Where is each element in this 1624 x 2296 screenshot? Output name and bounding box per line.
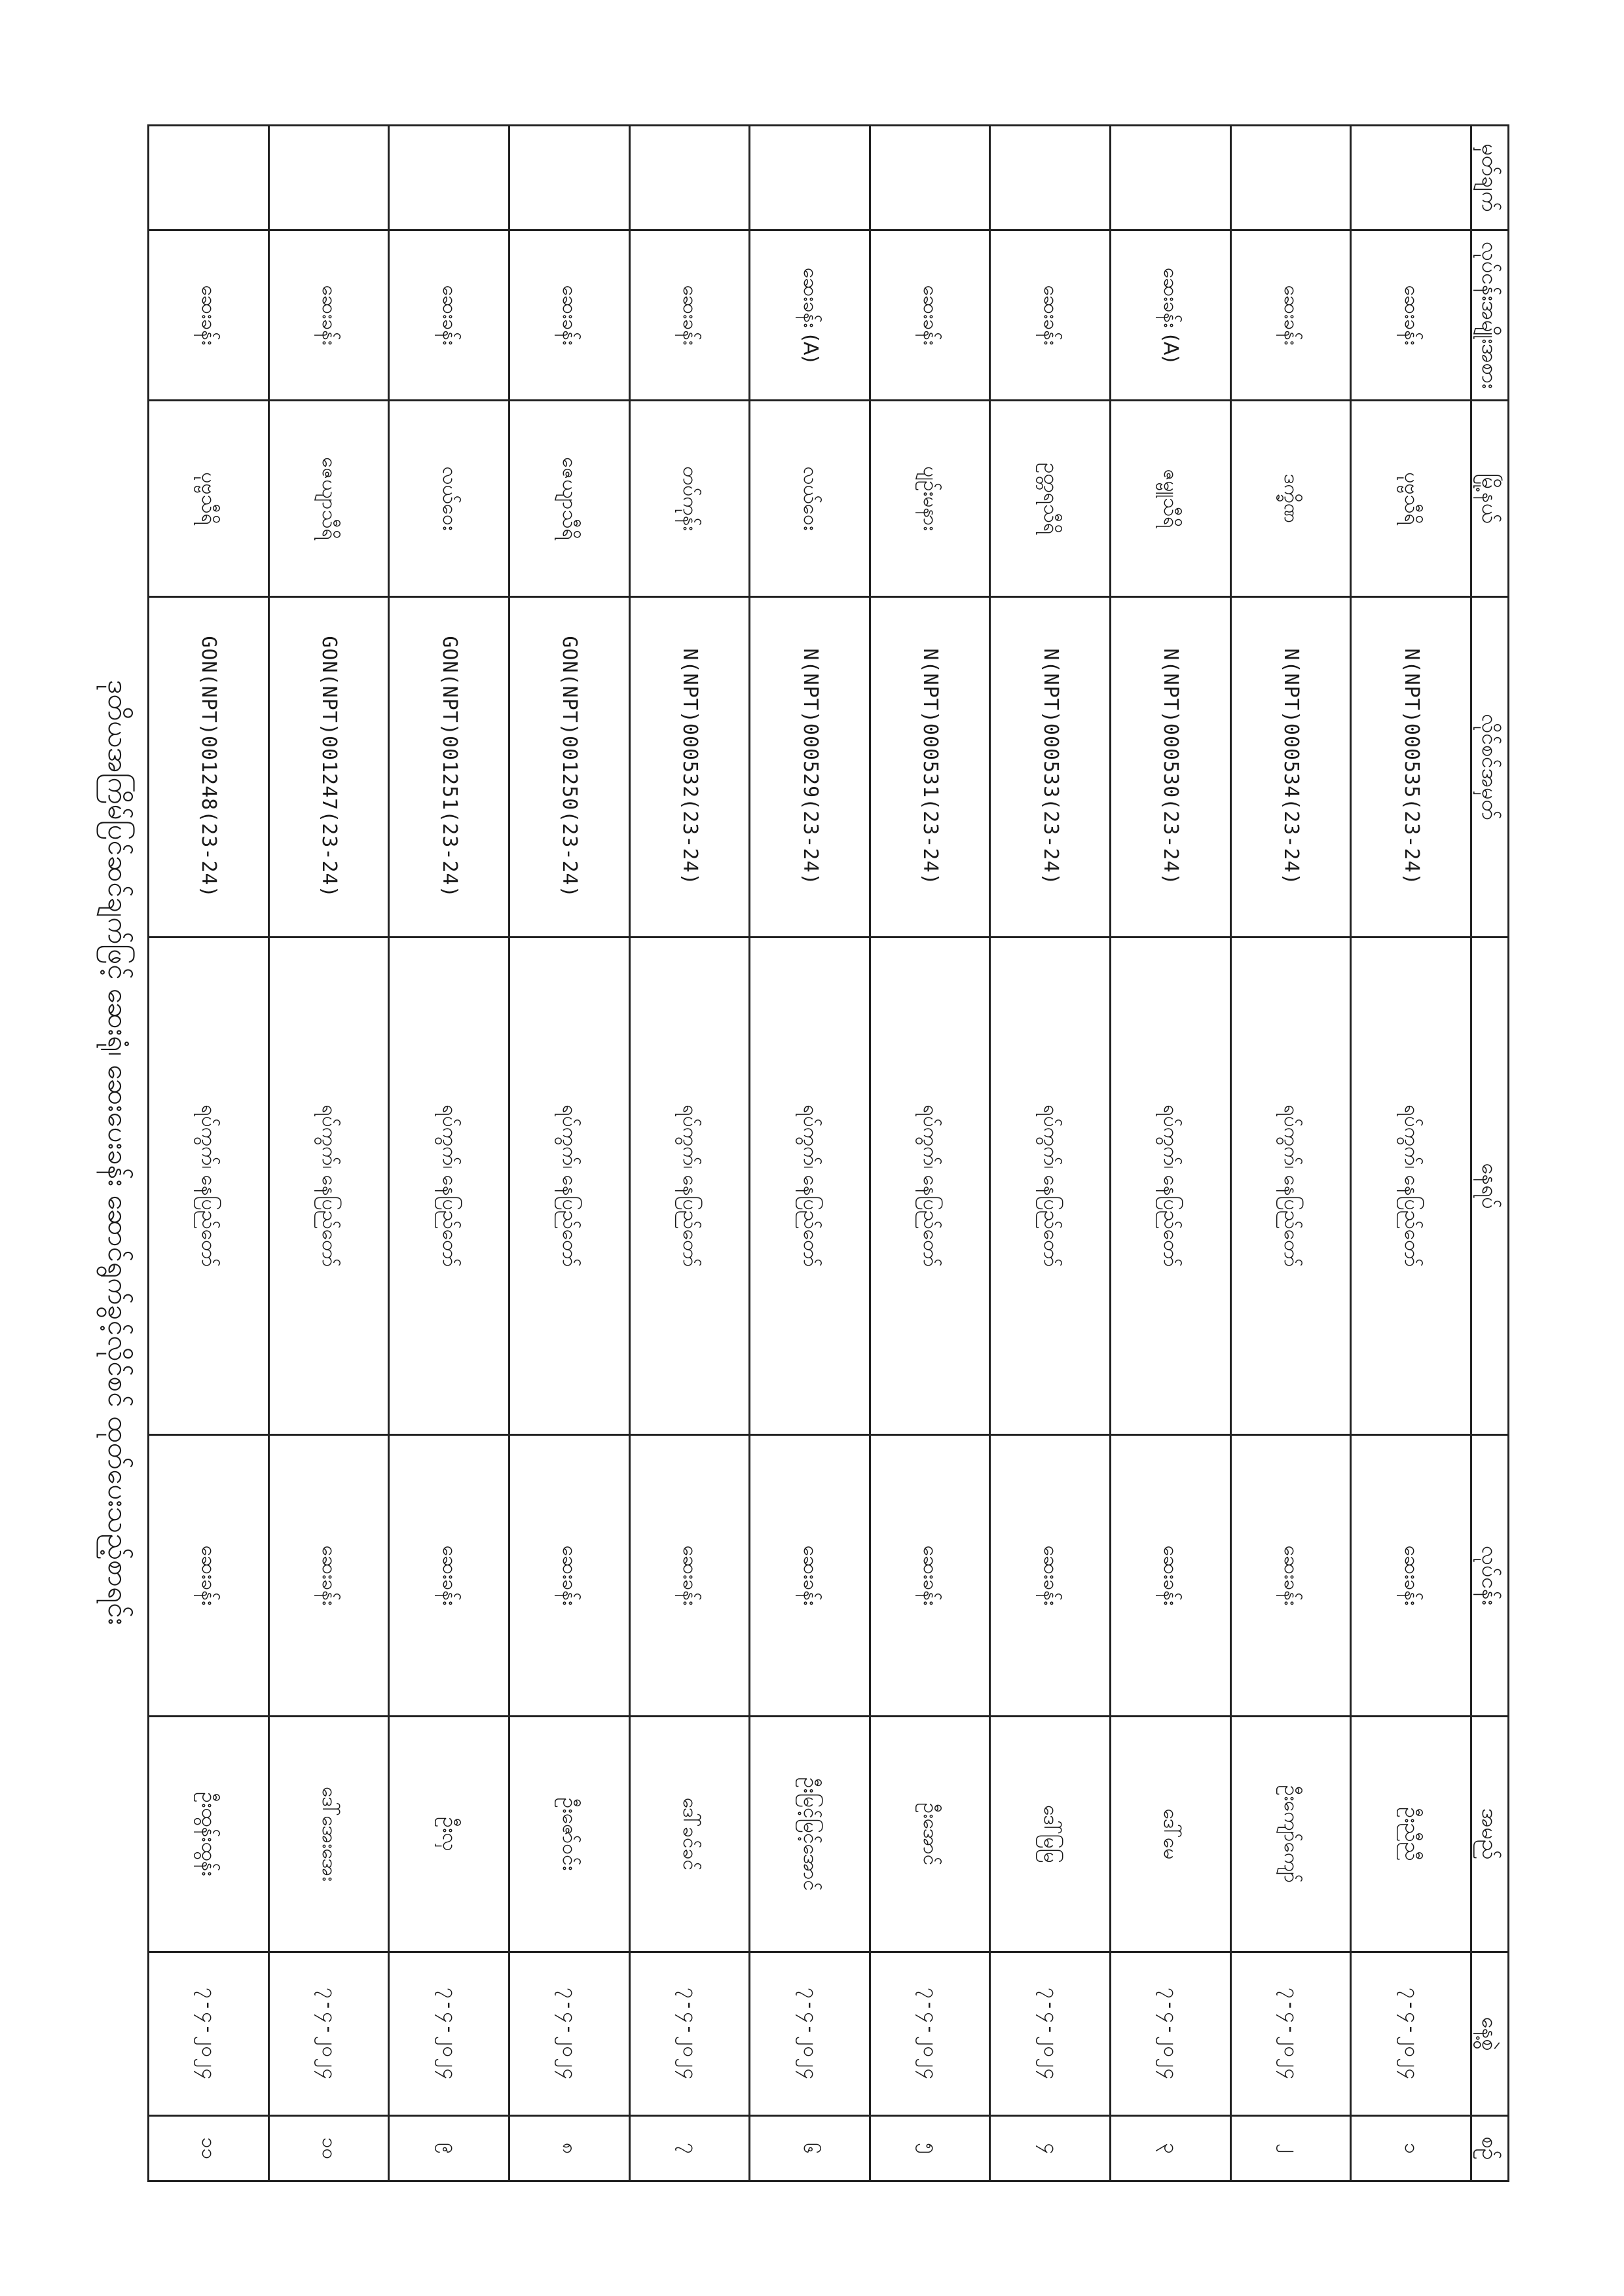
cell-type: ဆေးခန်း: [1230, 230, 1351, 401]
header-remark: မှတ်ချက်: [1471, 126, 1509, 230]
cell-no: ၈: [509, 2116, 630, 2181]
cell-business: ဆေးခန်း: [1111, 1435, 1231, 1717]
cell-address: ရပ်ကွက်၊ နေပြည်တော်: [1111, 938, 1231, 1435]
cell-township: လယ်ဝေး: [750, 401, 870, 597]
cell-license: N(NPT)000532(23-24): [629, 597, 750, 938]
header-business: လုပ်ငန်း: [1471, 1435, 1509, 1717]
cell-business: ဆေးခန်း: [389, 1435, 509, 1717]
table-row: [1111, 126, 1231, 2181]
cell-license: N(NPT)000534(23-24): [1230, 597, 1351, 938]
cell-business: ဆေးခန်း: [509, 1435, 630, 1717]
cell-township: ဇေယျာသီရိ: [268, 401, 389, 597]
cell-name: ဦးအောင်: [870, 1717, 990, 1952]
cell-address: ရပ်ကွက်၊ နေပြည်တော်: [750, 938, 870, 1435]
cell-remark: [1111, 126, 1231, 230]
cell-type: ဆေးခန်း: [870, 230, 990, 401]
cell-address: ရပ်ကွက်၊ နေပြည်တော်: [268, 938, 389, 1435]
cell-remark: [629, 126, 750, 230]
cell-date: ၇-၄-၂၀၂၄: [870, 1952, 990, 2116]
cell-address: ရပ်ကွက်၊ နေပြည်တော်: [149, 938, 269, 1435]
cell-address: ရပ်ကွက်၊ နေပြည်တော်: [389, 938, 509, 1435]
header-no: စဉ်: [1471, 2116, 1509, 2181]
cell-date: ၇-၄-၂၀၂၄: [268, 1952, 389, 2116]
header-license: လိုင်စင်အမှတ်: [1471, 597, 1509, 938]
cell-address: ရပ်ကွက်၊ နေပြည်တော်: [1351, 938, 1471, 1435]
cell-remark: [750, 126, 870, 230]
cell-type: ဆေးခန်း: [268, 230, 389, 401]
license-register-table: [147, 124, 1509, 2182]
cell-township: ပုဗ္ဗသီရိ: [149, 401, 269, 597]
cell-remark: [268, 126, 389, 230]
cell-name: ဦးကျော်ကျော်: [1230, 1717, 1351, 1952]
cell-business: ဆေးခန်း: [1351, 1435, 1471, 1717]
cell-township: ဇေယျာသီရိ: [509, 401, 630, 597]
cell-type: ဆေးခန်း: [509, 230, 630, 401]
cell-no: ၆: [750, 2116, 870, 2181]
cell-business: ဆေးခန်း: [870, 1435, 990, 1717]
cell-remark: [509, 126, 630, 230]
table-row: [750, 126, 870, 2181]
cell-no: ၇: [629, 2116, 750, 2181]
cell-name: ဒေါ်မြမြ: [990, 1717, 1111, 1952]
cell-no: ၅: [870, 2116, 990, 2181]
table-row: [389, 126, 509, 2181]
cell-address: ရပ်ကွက်၊ နေပြည်တော်: [509, 938, 630, 1435]
cell-remark: [870, 126, 990, 230]
cell-business: ဆေးခန်း: [750, 1435, 870, 1717]
cell-township: ဥတ္တရသီရိ: [990, 401, 1111, 597]
cell-date: ၇-၄-၂၀၂၄: [629, 1952, 750, 2116]
cell-date: ၇-၄-၂၀၂၄: [1230, 1952, 1351, 2116]
cell-date: ၇-၄-၂၀၂၄: [1351, 1952, 1471, 2116]
header-date: နေ့စွဲ: [1471, 1952, 1509, 2116]
cell-remark: [1351, 126, 1471, 230]
cell-no: ၁: [1351, 2116, 1471, 2181]
cell-remark: [1230, 126, 1351, 230]
cell-township: ဒက္ခိဏ: [1230, 401, 1351, 597]
cell-address: ရပ်ကွက်၊ နေပြည်တော်: [990, 938, 1111, 1435]
table-row: [1351, 126, 1471, 2181]
cell-address: ရပ်ကွက်၊ နေပြည်တော်: [870, 938, 990, 1435]
cell-name: ဒေါ်မေ: [1111, 1717, 1231, 1952]
cell-township: လယ်ဝေး: [389, 401, 509, 597]
cell-address: ရပ်ကွက်၊ နေပြည်တော်: [1230, 938, 1351, 1435]
cell-no: ၄: [990, 2116, 1111, 2181]
cell-township: တပ်ကုန်း: [629, 401, 750, 597]
cell-type: ဆေးခန်း: [990, 230, 1111, 401]
cell-name: ဦးဇော်ဝင်း: [509, 1717, 630, 1952]
header-type: လုပ်ငန်းအမျိုးအစား: [1471, 230, 1509, 401]
cell-business: ဆေးခန်း: [149, 1435, 269, 1717]
cell-name: ဦးညီညီ: [1351, 1717, 1471, 1952]
cell-type: ဆေးခန်း (A): [750, 230, 870, 401]
cell-no: ၂: [1230, 2116, 1351, 2181]
cell-remark: [149, 126, 269, 230]
cell-type: ဆေးခန်း: [1351, 230, 1471, 401]
header-row: [1471, 126, 1509, 2181]
cell-name: ဦးလှ: [389, 1717, 509, 1952]
cell-township: ပုဗ္ဗသီရိ: [1351, 401, 1471, 597]
table-row: [990, 126, 1111, 2181]
cell-township: ပျဉ်းမနား: [870, 401, 990, 597]
cell-license: N(NPT)000530(23-24): [1111, 597, 1231, 938]
cell-date: ၇-၄-၂၀၂၄: [149, 1952, 269, 2116]
cell-address: ရပ်ကွက်၊ နေပြည်တော်: [629, 938, 750, 1435]
cell-type: ဆေးခန်း (A): [1111, 230, 1231, 401]
cell-license: N(NPT)000535(23-24): [1351, 597, 1471, 938]
header-address: နေရပ်: [1471, 938, 1509, 1435]
cell-remark: [990, 126, 1111, 230]
cell-name: ဦးမြင့်မြင့်အောင်: [750, 1717, 870, 1952]
table-row: [870, 126, 990, 2181]
document-title: ဒုတိယအကြိမ်ပြင်ဆင်ချက်ဖြင့် ဆေးရုံ၊ ဆေးပေးခန်း ဆောင်ရွက်ခွင့်လိုင်စင် ထုတ်ပေးသည့်စာရင်း: [102, 680, 134, 1625]
cell-date: ၇-၄-၂၀၂၄: [389, 1952, 509, 2116]
cell-no: ၃: [1111, 2116, 1231, 2181]
cell-name: ဦးထွန်းထွန်း: [149, 1717, 269, 1952]
table-row: [149, 126, 269, 2181]
header-township: မြို့နယ်: [1471, 401, 1509, 597]
cell-date: ၇-၄-၂၀၂၄: [509, 1952, 630, 2116]
header-name: အမည်: [1471, 1717, 1509, 1952]
cell-business: ဆေးခန်း: [268, 1435, 389, 1717]
cell-type: ဆေးခန်း: [149, 230, 269, 401]
cell-license: N(NPT)000533(23-24): [990, 597, 1111, 938]
cell-no: ၁၀: [268, 2116, 389, 2181]
cell-license: N(NPT)000531(23-24): [870, 597, 990, 938]
cell-license: GON(NPT)001247(23-24): [268, 597, 389, 938]
cell-type: ဆေးခန်း: [389, 230, 509, 401]
cell-business: ဆေးခန်း: [1230, 1435, 1351, 1717]
cell-township: ဇမ္ဗူသီရိ: [1111, 401, 1231, 597]
cell-license: GON(NPT)001251(23-24): [389, 597, 509, 938]
cell-name: ဒေါ်အေးအေး: [268, 1717, 389, 1952]
cell-no: ၁၁: [149, 2116, 269, 2181]
cell-business: ဆေးခန်း: [990, 1435, 1111, 1717]
table-row: [629, 126, 750, 2181]
table-row: [268, 126, 389, 2181]
table-row: [1230, 126, 1351, 2181]
cell-date: ၇-၄-၂၀၂၄: [1111, 1952, 1231, 2116]
cell-license: N(NPT)000529(23-24): [750, 597, 870, 938]
table-row: [509, 126, 630, 2181]
cell-business: ဆေးခန်း: [629, 1435, 750, 1717]
cell-no: ၉: [389, 2116, 509, 2181]
cell-license: GON(NPT)001248(23-24): [149, 597, 269, 938]
cell-remark: [389, 126, 509, 230]
cell-type: ဆေးခန်း: [629, 230, 750, 401]
cell-date: ၇-၄-၂၀၂၄: [990, 1952, 1111, 2116]
cell-license: GON(NPT)001250(23-24): [509, 597, 630, 938]
cell-name: ဒေါ်ခင်ခင်: [629, 1717, 750, 1952]
cell-date: ၇-၄-၂၀၂၄: [750, 1952, 870, 2116]
